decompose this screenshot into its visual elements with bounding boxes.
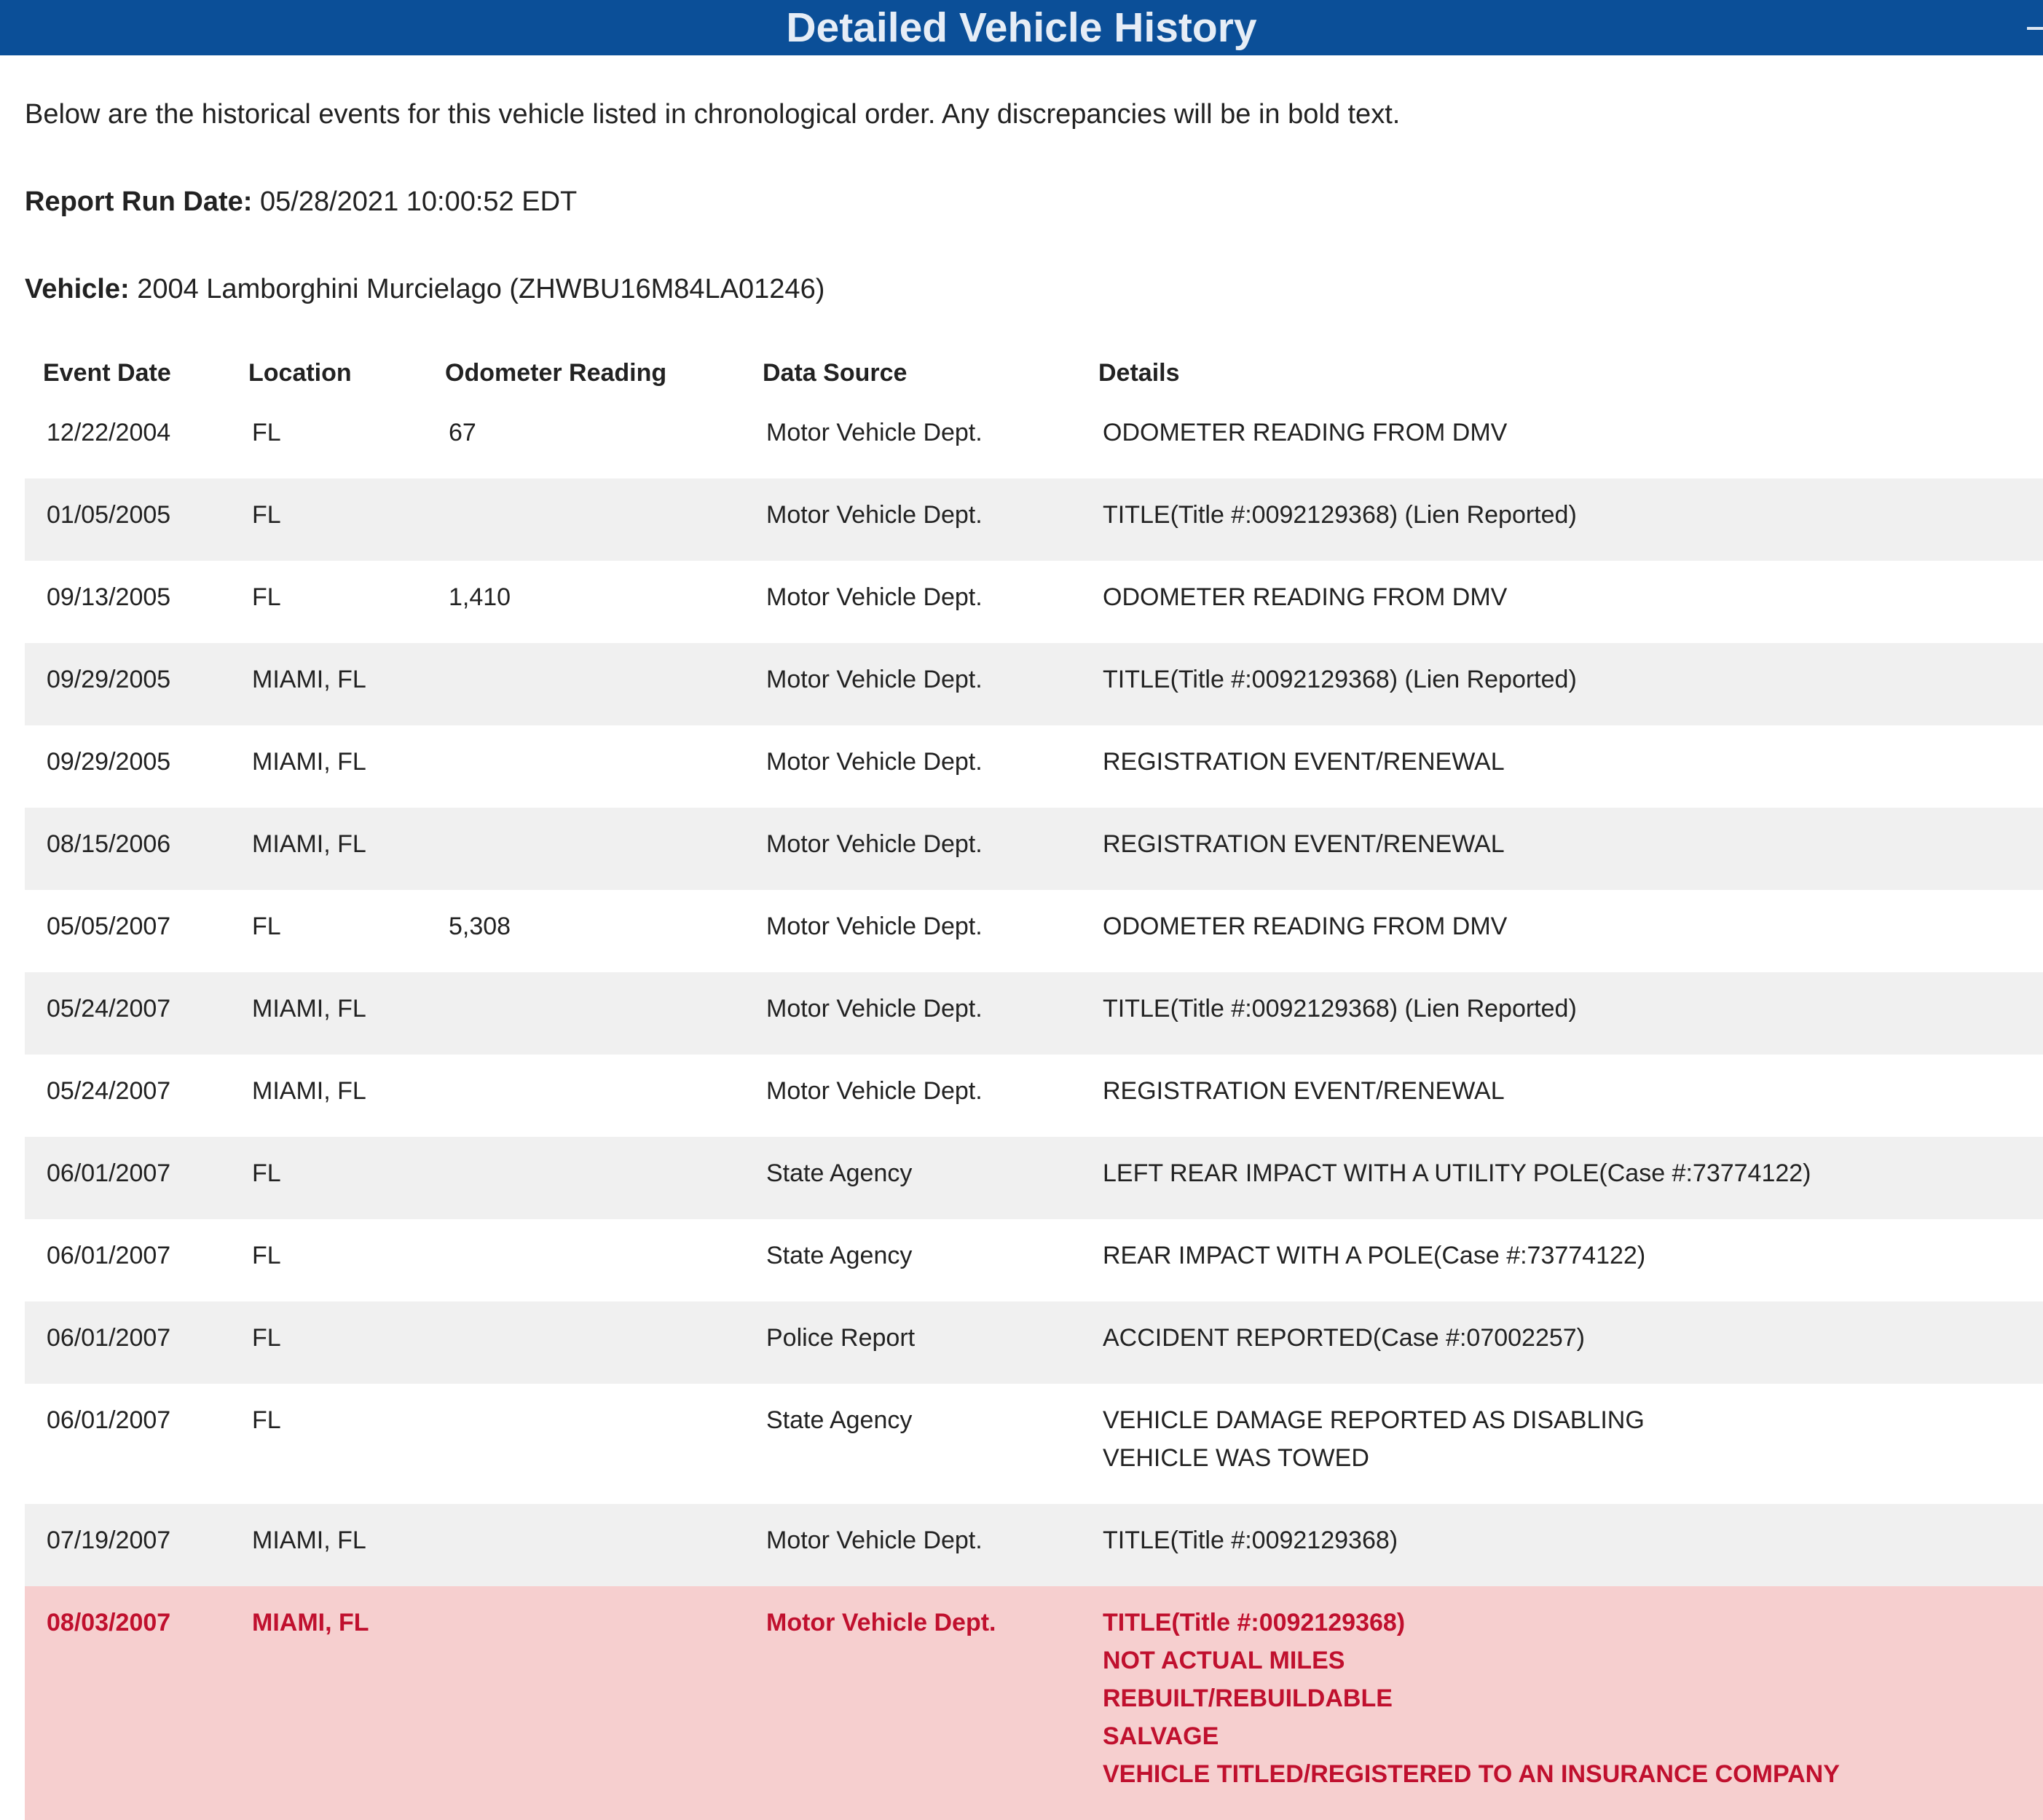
location-cell: MIAMI, FL [252, 748, 366, 776]
table-body [25, 396, 2043, 1820]
event-date-cell: 05/24/2007 [47, 1077, 171, 1105]
data-source-cell: State Agency [766, 1242, 913, 1269]
details-cell [1103, 1154, 1811, 1192]
data-source-cell: Motor Vehicle Dept. [766, 995, 983, 1023]
location-cell: FL [252, 1324, 281, 1352]
location-cell: FL [252, 501, 281, 529]
details-cell [1103, 1237, 1645, 1275]
header-odometer: Odometer Reading [445, 359, 667, 387]
table-row [25, 478, 2043, 561]
location-cell: MIAMI, FL [252, 995, 366, 1023]
details-cell [1103, 1072, 1505, 1110]
data-source-cell: State Agency [766, 1406, 913, 1434]
report-run-date [25, 184, 577, 220]
event-date-cell: 07/19/2007 [47, 1526, 171, 1554]
header-data-source: Data Source [763, 359, 908, 387]
data-source-cell: Motor Vehicle Dept. [766, 419, 983, 446]
event-date-cell: 12/22/2004 [47, 419, 171, 446]
data-source-cell: Motor Vehicle Dept. [766, 501, 983, 529]
header-event-date: Event Date [43, 359, 171, 387]
report-run-label: Report Run Date: [25, 186, 253, 217]
table-row [25, 1137, 2043, 1219]
data-source-cell: Motor Vehicle Dept. [766, 1077, 983, 1105]
details-cell [1103, 496, 1577, 534]
event-date-cell: 09/29/2005 [47, 748, 171, 776]
location-cell: FL [252, 1242, 281, 1269]
location-cell: FL [252, 1159, 281, 1187]
table-row [25, 396, 2043, 478]
collapse-icon[interactable] [2027, 27, 2043, 30]
event-date-cell: 08/15/2006 [47, 830, 171, 858]
event-date-cell: 06/01/2007 [47, 1242, 171, 1269]
detail-line: REGISTRATION EVENT/RENEWAL [1103, 1077, 1505, 1105]
data-source-cell: Motor Vehicle Dept. [766, 583, 983, 611]
details-cell [1103, 1521, 1398, 1559]
detail-line: REGISTRATION EVENT/RENEWAL [1103, 830, 1505, 858]
detail-line: TITLE(Title #:0092129368) [1103, 1609, 1406, 1636]
table-row [25, 1055, 2043, 1137]
detail-line: ACCIDENT REPORTED(Case #:07002257) [1103, 1324, 1586, 1352]
details-cell [1103, 414, 1507, 452]
event-date-cell: 06/01/2007 [47, 1406, 171, 1434]
table-row [25, 972, 2043, 1055]
event-date-cell: 06/01/2007 [47, 1324, 171, 1352]
data-source-cell: Motor Vehicle Dept. [766, 913, 983, 940]
table-row [25, 561, 2043, 643]
table-row [25, 643, 2043, 725]
page-title: Detailed Vehicle History [786, 4, 1257, 51]
details-cell [1103, 1604, 1840, 1793]
detail-line: TITLE(Title #:0092129368) (Lien Reported) [1103, 995, 1577, 1023]
report-run-value: 05/28/2021 10:00:52 EDT [260, 186, 578, 217]
event-date-cell: 08/03/2007 [47, 1609, 171, 1636]
data-source-cell: State Agency [766, 1159, 913, 1187]
location-cell: FL [252, 419, 281, 446]
data-source-cell: Police Report [766, 1324, 916, 1352]
table-header [25, 350, 2043, 396]
data-source-cell: Motor Vehicle Dept. [766, 1609, 996, 1636]
header-location: Location [248, 359, 352, 387]
details-cell [1103, 578, 1507, 616]
data-source-cell: Motor Vehicle Dept. [766, 666, 983, 693]
location-cell: FL [252, 583, 281, 611]
detail-line: ODOMETER READING FROM DMV [1103, 419, 1508, 446]
vehicle-value: 2004 Lamborghini Murcielago (ZHWBU16M84LA01246) [137, 274, 825, 304]
vehicle-label: Vehicle: [25, 274, 130, 304]
event-date-cell: 05/05/2007 [47, 913, 171, 940]
event-date-cell: 09/29/2005 [47, 666, 171, 693]
details-cell [1103, 825, 1505, 863]
table-row [25, 808, 2043, 890]
data-source-cell: Motor Vehicle Dept. [766, 1526, 983, 1554]
table-row [25, 890, 2043, 972]
detail-line: ODOMETER READING FROM DMV [1103, 583, 1508, 611]
data-source-cell: Motor Vehicle Dept. [766, 830, 983, 858]
details-cell [1103, 907, 1507, 945]
details-cell [1103, 743, 1505, 781]
page-header [0, 0, 2043, 55]
data-source-cell: Motor Vehicle Dept. [766, 748, 983, 776]
location-cell: MIAMI, FL [252, 1526, 366, 1554]
details-cell [1103, 661, 1577, 698]
location-cell: MIAMI, FL [252, 830, 366, 858]
detail-line: REGISTRATION EVENT/RENEWAL [1103, 748, 1505, 776]
event-date-cell: 06/01/2007 [47, 1159, 171, 1187]
details-cell [1103, 1401, 1645, 1477]
location-cell: FL [252, 1406, 281, 1434]
table-row [25, 1384, 2043, 1504]
vehicle-info [25, 271, 824, 307]
location-cell: FL [252, 913, 281, 940]
detail-line: SALVAGE [1103, 1722, 1219, 1750]
event-date-cell: 09/13/2005 [47, 583, 171, 611]
detail-line: VEHICLE DAMAGE REPORTED AS DISABLING [1103, 1406, 1645, 1434]
location-cell: MIAMI, FL [252, 1077, 366, 1105]
detail-line: TITLE(Title #:0092129368) (Lien Reported) [1103, 501, 1577, 529]
location-cell: MIAMI, FL [252, 1609, 369, 1636]
detail-line: REAR IMPACT WITH A POLE(Case #:73774122) [1103, 1242, 1646, 1269]
odometer-cell: 1,410 [449, 583, 511, 611]
detail-line: ODOMETER READING FROM DMV [1103, 913, 1508, 940]
event-date-cell: 05/24/2007 [47, 995, 171, 1023]
table-row [25, 1219, 2043, 1301]
detail-line: LEFT REAR IMPACT WITH A UTILITY POLE(Case #:73774122) [1103, 1159, 1811, 1187]
odometer-cell: 67 [449, 419, 476, 446]
header-details: Details [1098, 359, 1180, 387]
detail-line: TITLE(Title #:0092129368) [1103, 1526, 1398, 1554]
table-row [25, 1301, 2043, 1384]
event-date-cell: 01/05/2005 [47, 501, 171, 529]
detail-line: NOT ACTUAL MILES [1103, 1647, 1345, 1674]
table-row [25, 1504, 2043, 1586]
table-row [25, 1586, 2043, 1820]
odometer-cell: 5,308 [449, 913, 511, 940]
detail-line: VEHICLE TITLED/REGISTERED TO AN INSURANCE COMPANY [1103, 1760, 1840, 1788]
detail-line: REBUILT/REBUILDABLE [1103, 1685, 1393, 1712]
detail-line: VEHICLE WAS TOWED [1103, 1444, 1369, 1472]
history-table [25, 350, 2043, 1820]
table-row [25, 725, 2043, 808]
details-cell [1103, 990, 1577, 1028]
intro-text: Below are the historical events for this vehicle listed in chronological order. Any discrepancies will be in bold text. [25, 99, 1401, 130]
details-cell [1103, 1319, 1585, 1357]
detail-line: TITLE(Title #:0092129368) (Lien Reported) [1103, 666, 1577, 693]
location-cell: MIAMI, FL [252, 666, 366, 693]
